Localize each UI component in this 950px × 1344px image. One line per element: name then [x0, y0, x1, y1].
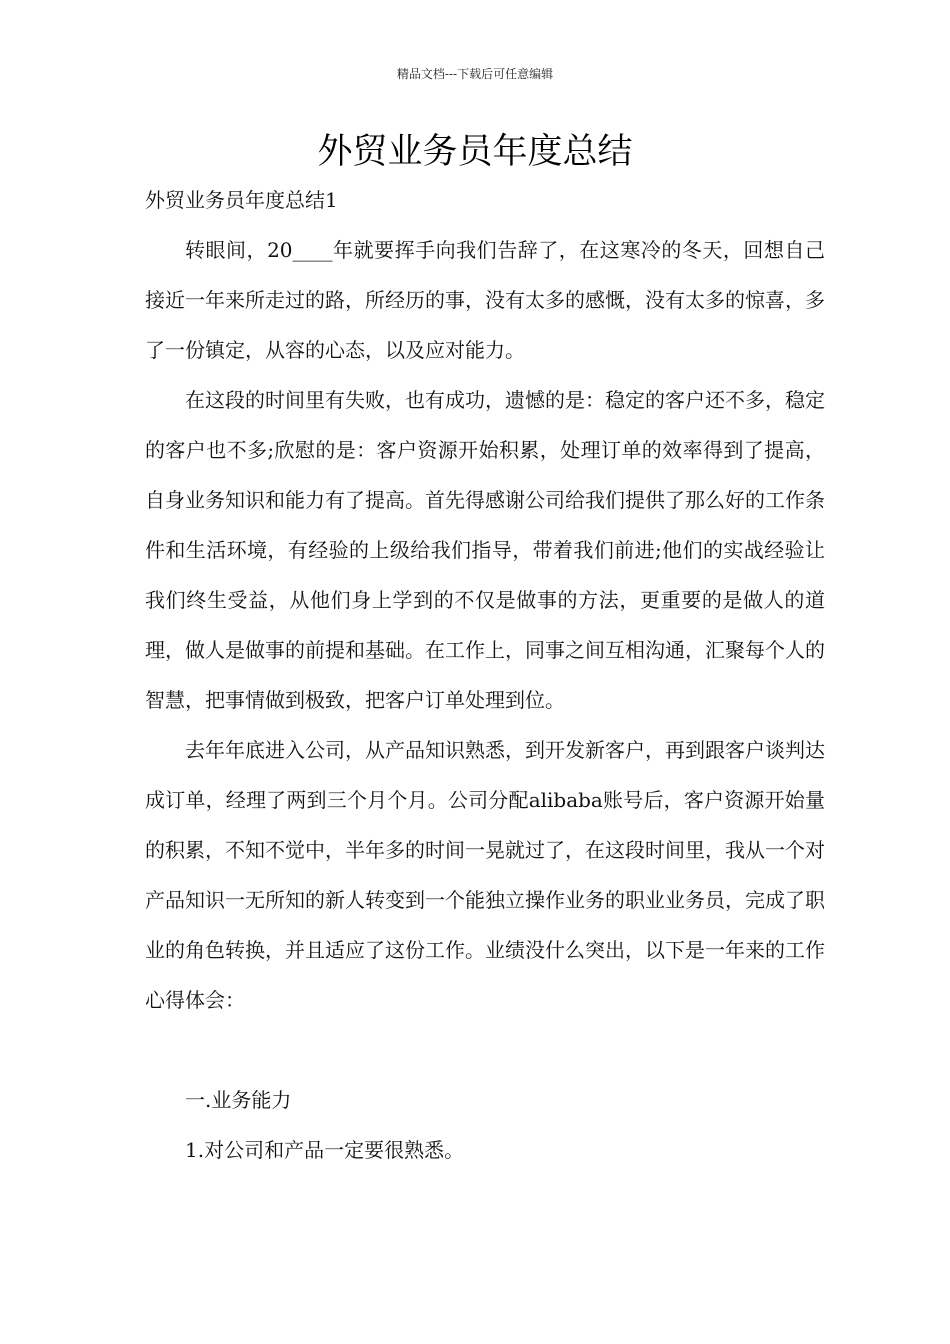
paragraph-gap	[145, 1025, 825, 1075]
document-title: 外贸业务员年度总结	[317, 132, 633, 172]
paragraph-3: 去年年底进入公司，从产品知识熟悉，到开发新客户，再到跟客户谈判达成订单，经理了两到三个月个月。公司分配alibaba账号后，客户资源开始量的积累，不知不觉中，半年多的时间一晃就过了，在这段时间里，我从一个对产品知识一无所知的新人转变到一个能独立操作业务的职业业务员，完成了职业的角色转换，并且适应了这份工作。业绩没什么突出，以下是一年来的工作心得体会：	[145, 738, 825, 1012]
list-item: 1.对公司和产品一定要很熟悉。	[185, 1138, 465, 1162]
header-note: 精品文档---下载后可任意编辑	[396, 67, 554, 81]
document-body	[145, 180, 825, 1175]
document-subtitle: 外贸业务员年度总结1	[145, 188, 338, 212]
paragraph-1: 转眼间，20____年就要挥手向我们告辞了，在这寒冷的冬天，回想自己接近一年来所走过的路，所经历的事，没有太多的感慨，没有太多的惊喜，多了一份镇定，从容的心态，以及应对能力。	[145, 238, 825, 362]
paragraph-2: 在这段的时间里有失败，也有成功，遗憾的是：稳定的客户还不多，稳定的客户也不多;欣慰的是：客户资源开始积累，处理订单的效率得到了提高，自身业务知识和能力有了提高。首先得感谢公司给我们提供了那么好的工作条件和生活环境，有经验的上级给我们指导，带着我们前进;他们的实战经验让我们终生受益，从他们身上学到的不仅是做事的方法，更重要的是做人的道理，做人是做事的前提和基础。在工作上，同事之间互相沟通，汇聚每个人的智慧，把事情做到极致，把客户订单处理到位。	[145, 388, 825, 712]
section-heading: 一.业务能力	[185, 1088, 292, 1112]
